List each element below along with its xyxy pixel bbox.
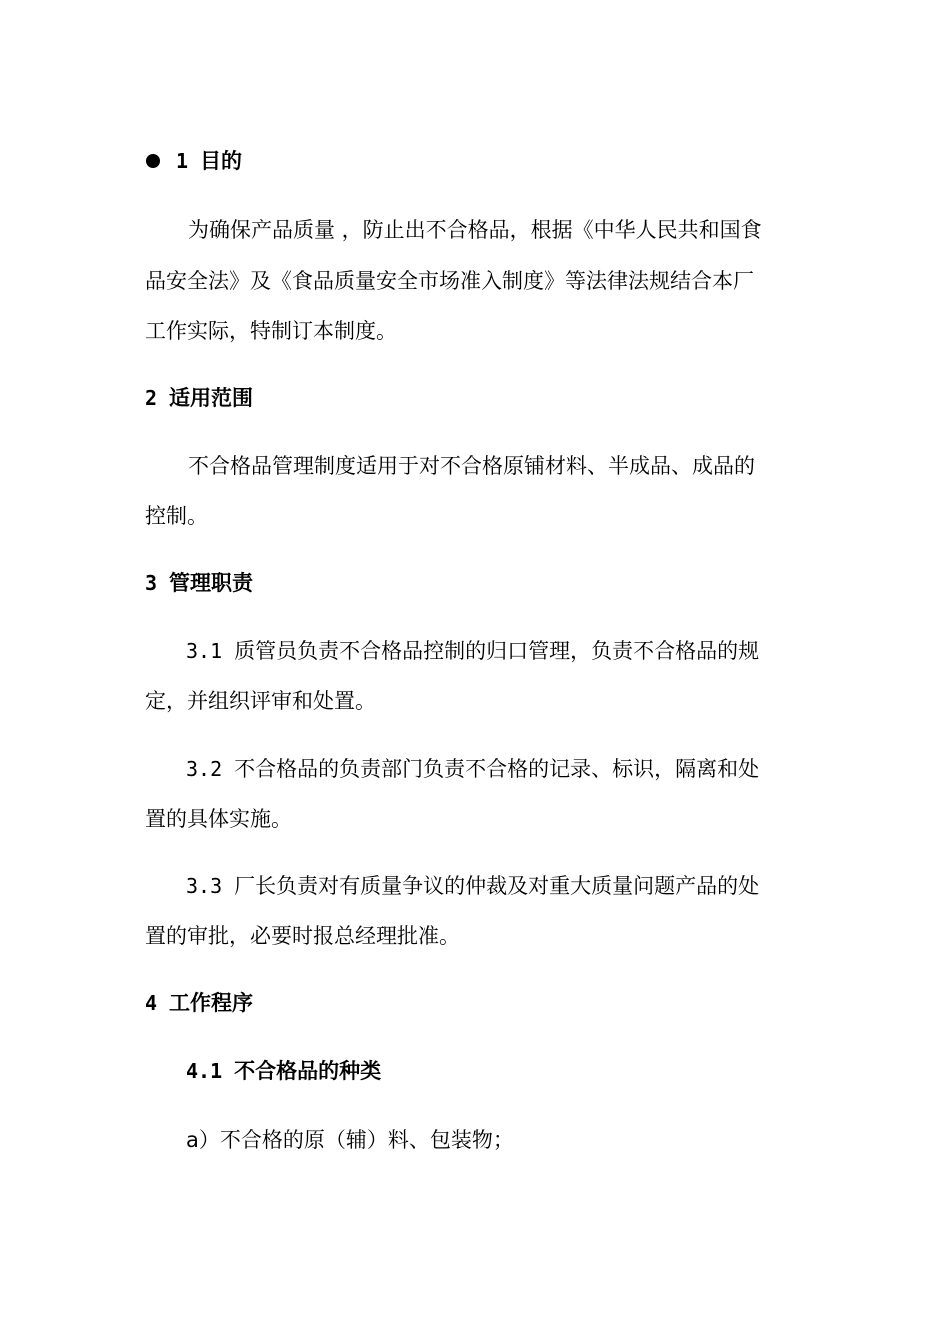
paragraph-3-1-number: 3.1 <box>186 639 223 663</box>
section-4-1-heading <box>186 1058 381 1084</box>
paragraph-3-2-line-1 <box>186 756 759 782</box>
paragraph-3-3-line-1 <box>186 873 759 899</box>
paragraph-3-3-number: 3.3 <box>186 874 223 898</box>
section-2-heading <box>145 385 253 411</box>
paragraph-3-1-text-1: 质管员负责不合格品控制的归口管理，负责不合格品的规 <box>234 639 760 663</box>
list-item-a <box>186 1127 514 1153</box>
paragraph-3-1-line-2: 定，并组织评审和处置。 <box>145 689 376 713</box>
paragraph-1-line-2: 品安全法》及《食品质量安全市场准入制度》等法律法规结合本厂 <box>145 269 754 293</box>
paragraph-2-line-2: 控制。 <box>145 504 208 528</box>
list-item-a-text: 不合格的原（辅）料、包装物； <box>219 1128 514 1152</box>
section-3-heading <box>145 570 253 596</box>
bullet-icon <box>146 154 160 168</box>
paragraph-3-3-line-2: 置的审批，必要时报总经理批准。 <box>145 924 460 948</box>
section-4-1-title: 不合格品的种类 <box>234 1059 382 1083</box>
section-4-title: 工作程序 <box>169 991 254 1015</box>
section-1-title: 目的 <box>200 149 243 173</box>
section-4-1-number: 4.1 <box>186 1059 223 1083</box>
section-3-title: 管理职责 <box>169 571 254 595</box>
section-4-heading <box>145 990 253 1016</box>
paragraph-1-line-3: 工作实际，特制订本制度。 <box>145 319 397 343</box>
section-2-title: 适用范围 <box>169 386 254 410</box>
section-3-number: 3 <box>145 571 158 595</box>
section-1-heading <box>176 148 242 174</box>
section-1-number: 1 <box>176 149 189 173</box>
paragraph-2-line-1: 不合格品管理制度适用于对不合格原铺材料、半成品、成品的 <box>188 454 755 478</box>
paragraph-3-1-line-1 <box>186 638 759 664</box>
section-2-number: 2 <box>145 386 158 410</box>
paragraph-1-line-1: 为确保产品质量 ，防止出不合格品，根据《中华人民共和国食 <box>188 218 762 242</box>
paragraph-3-3-text-1: 厂长负责对有质量争议的仲裁及对重大质量问题产品的处 <box>234 874 760 898</box>
paragraph-3-2-number: 3.2 <box>186 757 223 781</box>
section-4-number: 4 <box>145 991 158 1015</box>
paragraph-3-2-text-1: 不合格品的负责部门负责不合格的记录、标识，隔离和处 <box>234 757 760 781</box>
paragraph-3-2-line-2: 置的具体实施。 <box>145 807 292 831</box>
list-item-a-marker: a） <box>186 1128 220 1152</box>
